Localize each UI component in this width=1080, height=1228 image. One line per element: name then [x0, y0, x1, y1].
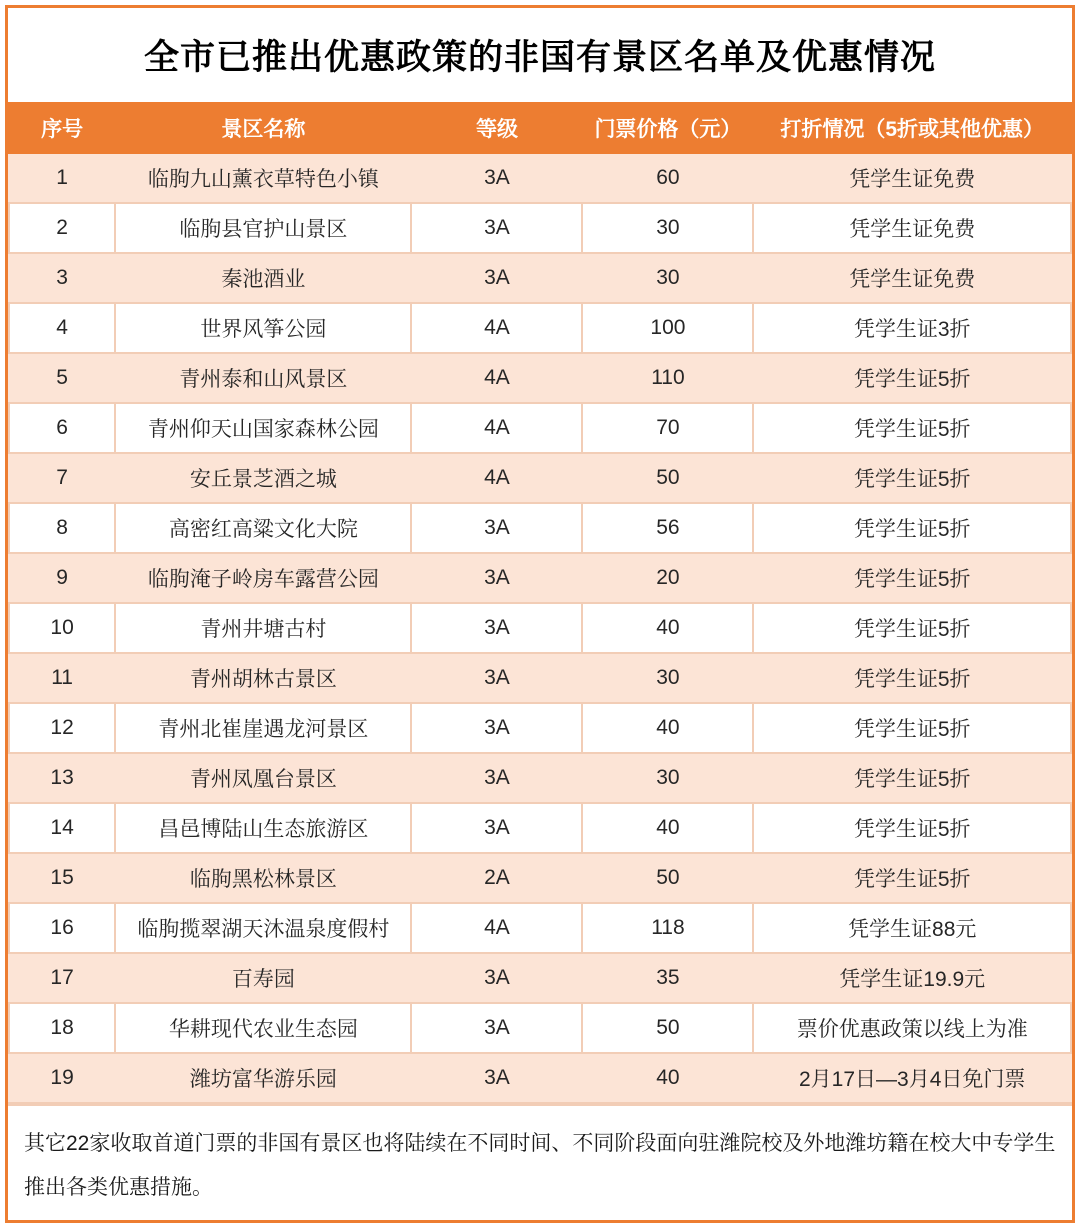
table-cell-discount: 凭学生证5折 — [753, 753, 1071, 803]
table-cell-name: 青州北崔崖遇龙河景区 — [115, 703, 411, 753]
table-cell-level: 4A — [411, 353, 582, 403]
table-cell-price: 40 — [582, 1053, 753, 1103]
table-body — [9, 153, 1071, 1103]
table-cell-name: 昌邑博陆山生态旅游区 — [115, 803, 411, 853]
table-cell-index: 15 — [9, 853, 115, 903]
table-cell-index: 19 — [9, 1053, 115, 1103]
table-cell-level: 3A — [411, 953, 582, 1003]
table-cell-name: 青州凤凰台景区 — [115, 753, 411, 803]
table-header — [9, 103, 1071, 153]
table-cell-name: 世界风筝公园 — [115, 303, 411, 353]
table-cell-index: 3 — [9, 253, 115, 303]
table-row — [9, 903, 1071, 953]
table-row — [9, 803, 1071, 853]
table-row — [9, 403, 1071, 453]
table-cell-level: 3A — [411, 253, 582, 303]
table-cell-price: 30 — [582, 753, 753, 803]
table-cell-discount: 凭学生证3折 — [753, 303, 1071, 353]
table-cell-level: 4A — [411, 303, 582, 353]
table-cell-level: 3A — [411, 1053, 582, 1103]
table-cell-price: 30 — [582, 253, 753, 303]
table-cell-price: 30 — [582, 203, 753, 253]
table-cell-name: 高密红高粱文化大院 — [115, 503, 411, 553]
table-cell-price: 40 — [582, 603, 753, 653]
table-cell-level: 3A — [411, 803, 582, 853]
table-cell-discount: 凭学生证5折 — [753, 803, 1071, 853]
table-cell-index: 16 — [9, 903, 115, 953]
table-cell-price: 110 — [582, 353, 753, 403]
table-cell-discount: 票价优惠政策以线上为准 — [753, 1003, 1071, 1053]
table-cell-name: 临朐黑松林景区 — [115, 853, 411, 903]
table-cell-name: 青州仰天山国家森林公园 — [115, 403, 411, 453]
table-cell-discount: 凭学生证5折 — [753, 603, 1071, 653]
column-header-discount: 打折情况（5折或其他优惠） — [753, 103, 1071, 153]
table-cell-name: 临朐县官护山景区 — [115, 203, 411, 253]
table-cell-level: 3A — [411, 1003, 582, 1053]
column-header-index: 序号 — [9, 103, 115, 153]
table-cell-discount: 凭学生证免费 — [753, 253, 1071, 303]
table-cell-level: 3A — [411, 503, 582, 553]
table-row — [9, 1053, 1071, 1103]
table-cell-index: 7 — [9, 453, 115, 503]
table-row — [9, 853, 1071, 903]
table-cell-discount: 凭学生证5折 — [753, 653, 1071, 703]
table-cell-level: 3A — [411, 203, 582, 253]
column-header-level: 等级 — [411, 103, 582, 153]
table-cell-index: 4 — [9, 303, 115, 353]
column-header-name: 景区名称 — [115, 103, 411, 153]
table-row — [9, 653, 1071, 703]
table-cell-discount: 凭学生证88元 — [753, 903, 1071, 953]
table-row — [9, 953, 1071, 1003]
table-cell-discount: 2月17日—3月4日免门票 — [753, 1053, 1071, 1103]
table-cell-level: 4A — [411, 903, 582, 953]
table-cell-price: 50 — [582, 453, 753, 503]
scenic-spots-table — [8, 102, 1072, 1104]
header-row — [9, 103, 1071, 153]
table-cell-price: 56 — [582, 503, 753, 553]
table-cell-discount: 凭学生证19.9元 — [753, 953, 1071, 1003]
table-row — [9, 703, 1071, 753]
table-cell-discount: 凭学生证5折 — [753, 403, 1071, 453]
table-cell-index: 18 — [9, 1003, 115, 1053]
table-cell-price: 100 — [582, 303, 753, 353]
table-cell-price: 40 — [582, 703, 753, 753]
table-cell-price: 50 — [582, 853, 753, 903]
table-cell-level: 3A — [411, 753, 582, 803]
table-row — [9, 503, 1071, 553]
table-cell-level: 3A — [411, 653, 582, 703]
table-cell-level: 3A — [411, 153, 582, 203]
table-cell-name: 临朐九山薰衣草特色小镇 — [115, 153, 411, 203]
table-row — [9, 153, 1071, 203]
table-cell-name: 青州井塘古村 — [115, 603, 411, 653]
table-cell-index: 2 — [9, 203, 115, 253]
table-row — [9, 253, 1071, 303]
table-cell-level: 3A — [411, 553, 582, 603]
table-cell-index: 8 — [9, 503, 115, 553]
table-cell-level: 4A — [411, 453, 582, 503]
table-cell-index: 9 — [9, 553, 115, 603]
table-row — [9, 753, 1071, 803]
table-cell-index: 13 — [9, 753, 115, 803]
table-cell-discount: 凭学生证免费 — [753, 153, 1071, 203]
table-cell-index: 5 — [9, 353, 115, 403]
table-cell-index: 14 — [9, 803, 115, 853]
table-frame — [5, 5, 1075, 1223]
footer-note: 其它22家收取首道门票的非国有景区也将陆续在不同时间、不同阶段面向驻潍院校及外地潍坊籍在校大中专学生推出各类优惠措施。 — [8, 1104, 1072, 1220]
table-cell-price: 30 — [582, 653, 753, 703]
table-row — [9, 203, 1071, 253]
table-cell-discount: 凭学生证免费 — [753, 203, 1071, 253]
table-cell-price: 35 — [582, 953, 753, 1003]
table-cell-name: 青州胡林古景区 — [115, 653, 411, 703]
table-cell-name: 华耕现代农业生态园 — [115, 1003, 411, 1053]
table-cell-discount: 凭学生证5折 — [753, 503, 1071, 553]
table-cell-index: 11 — [9, 653, 115, 703]
table-row — [9, 603, 1071, 653]
table-cell-level: 3A — [411, 703, 582, 753]
table-cell-level: 4A — [411, 403, 582, 453]
table-cell-price: 60 — [582, 153, 753, 203]
table-cell-discount: 凭学生证5折 — [753, 353, 1071, 403]
table-row — [9, 353, 1071, 403]
table-cell-price: 40 — [582, 803, 753, 853]
table-cell-name: 百寿园 — [115, 953, 411, 1003]
table-cell-index: 1 — [9, 153, 115, 203]
table-cell-name: 临朐淹子岭房车露营公园 — [115, 553, 411, 603]
table-cell-level: 3A — [411, 603, 582, 653]
table-cell-level: 2A — [411, 853, 582, 903]
table-cell-discount: 凭学生证5折 — [753, 853, 1071, 903]
table-row — [9, 1003, 1071, 1053]
table-row — [9, 303, 1071, 353]
table-cell-index: 6 — [9, 403, 115, 453]
table-row — [9, 553, 1071, 603]
table-cell-price: 50 — [582, 1003, 753, 1053]
table-cell-name: 青州泰和山风景区 — [115, 353, 411, 403]
title-band — [8, 8, 1072, 102]
table-cell-name: 秦池酒业 — [115, 253, 411, 303]
table-cell-discount: 凭学生证5折 — [753, 703, 1071, 753]
table-cell-index: 12 — [9, 703, 115, 753]
table-row — [9, 453, 1071, 503]
table-cell-price: 118 — [582, 903, 753, 953]
table-cell-discount: 凭学生证5折 — [753, 453, 1071, 503]
table-cell-name: 潍坊富华游乐园 — [115, 1053, 411, 1103]
table-cell-index: 17 — [9, 953, 115, 1003]
column-header-price: 门票价格（元） — [582, 103, 753, 153]
table-cell-name: 安丘景芝酒之城 — [115, 453, 411, 503]
table-cell-discount: 凭学生证5折 — [753, 553, 1071, 603]
table-cell-price: 70 — [582, 403, 753, 453]
table-cell-name: 临朐揽翠湖天沐温泉度假村 — [115, 903, 411, 953]
table-cell-price: 20 — [582, 553, 753, 603]
table-cell-index: 10 — [9, 603, 115, 653]
page-title: 全市已推出优惠政策的非国有景区名单及优惠情况 — [143, 38, 936, 77]
